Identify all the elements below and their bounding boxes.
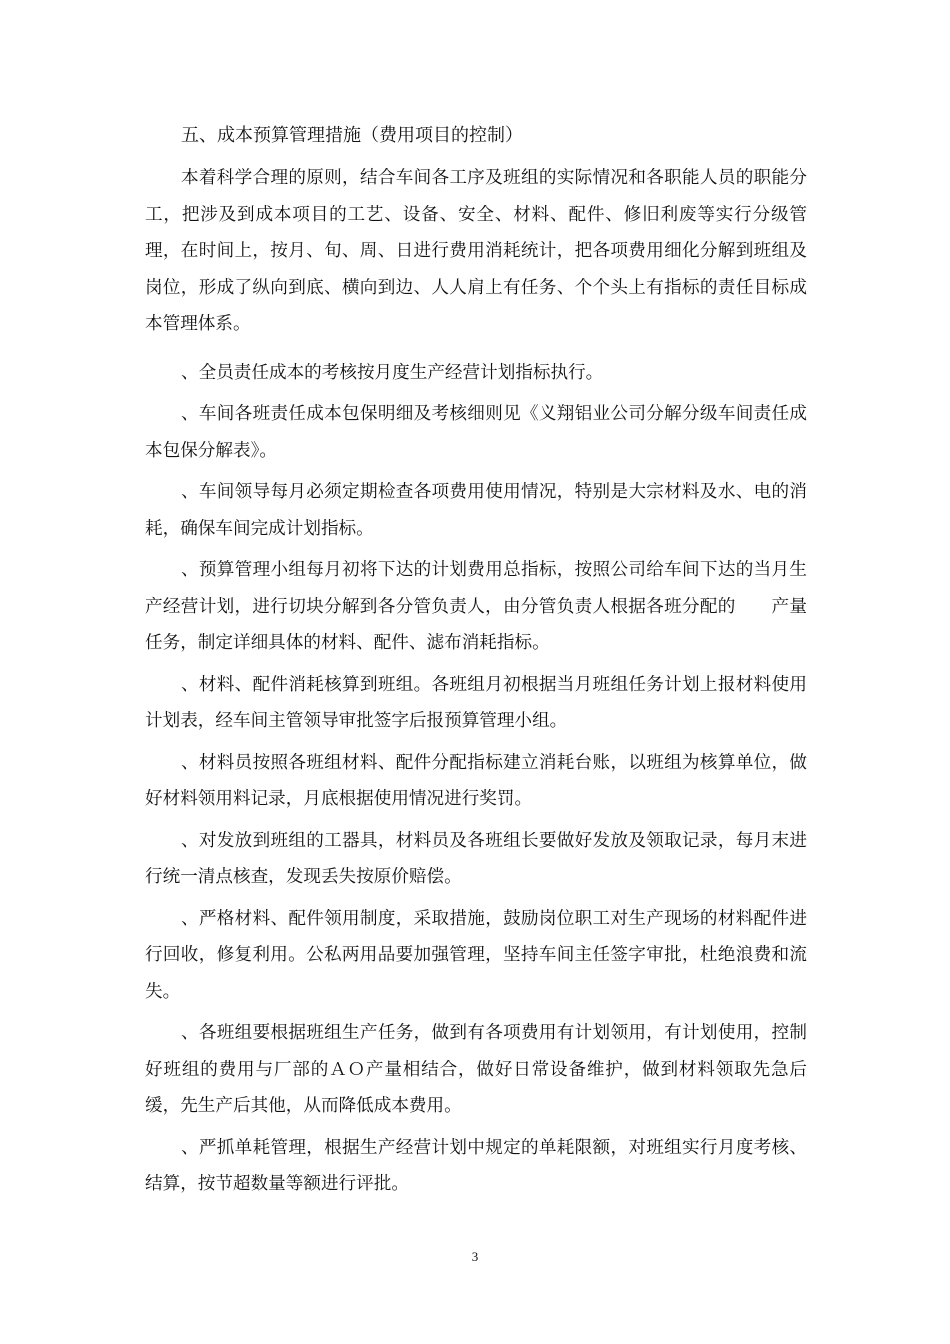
document-body xyxy=(145,118,807,1208)
list-item: 、严格材料、配件领用制度，采取措施，鼓励岗位职工对生产现场的材料配件进行回收，修复利用。公私两用品要加强管理，坚持车间主任签字审批，杜绝浪费和流失。 xyxy=(145,908,807,1002)
page-number: 3 xyxy=(471,1249,479,1264)
intro-paragraph: 本着科学合理的原则，结合车间各工序及班组的实际情况和各职能人员的职能分工，把涉及到成本项目的工艺、设备、安全、材料、配件、修旧利废等实行分级管理，在时间上，按月、旬、周、日进行费用消耗统计，把各项费用细化分解到班组及岗位，形成了纵向到底、横向到边、人人肩上有任务、个个头上有指标的责任目标成本管理体系。 xyxy=(145,168,807,334)
list-item: 、全员责任成本的考核按月度生产经营计划指标执行。 xyxy=(181,362,604,383)
section-heading: 五、成本预算管理措施（费用项目的控制） xyxy=(181,125,523,146)
list-item: 、严抓单耗管理，根据生产经营计划中规定的单耗限额，对班组实行月度考核、结算，按节超数量等额进行评批。 xyxy=(145,1137,807,1194)
list-item: 、材料员按照各班组材料、配件分配指标建立消耗台账，以班组为核算单位，做好材料领用料记录，月底根据使用情况进行奖罚。 xyxy=(145,752,807,809)
list-item: 、各班组要根据班组生产任务，做到有各项费用有计划领用，有计划使用，控制好班组的费用与厂部的ＡＯ产量相结合，做好日常设备维护，做到材料领取先急后缓，先生产后其他，从而降低成本费用。 xyxy=(145,1023,807,1116)
list-item: 、预算管理小组每月初将下达的计划费用总指标，按照公司给车间下达的当月生产经营计划，进行切块分解到各分管负责人，由分管负责人根据各班分配的 产量任务，制定详细具体的材料、配件、滤布消耗指标。 xyxy=(145,560,807,653)
list-item: 、对发放到班组的工器具，材料员及各班组长要做好发放及领取记录，每月末进行统一清点核查，发现丢失按原价赔偿。 xyxy=(145,830,807,887)
list-item: 、车间领导每月必须定期检查各项费用使用情况，特别是大宗材料及水、电的消耗，确保车间完成计划指标。 xyxy=(145,482,807,539)
list-item: 、材料、配件消耗核算到班组。各班组月初根据当月班组任务计划上报材料使用计划表，经车间主管领导审批签字后报预算管理小组。 xyxy=(145,674,807,731)
list-item: 、车间各班责任成本包保明细及考核细则见《义翔铝业公司分解分级车间责任成本包保分解表》。 xyxy=(145,404,807,461)
